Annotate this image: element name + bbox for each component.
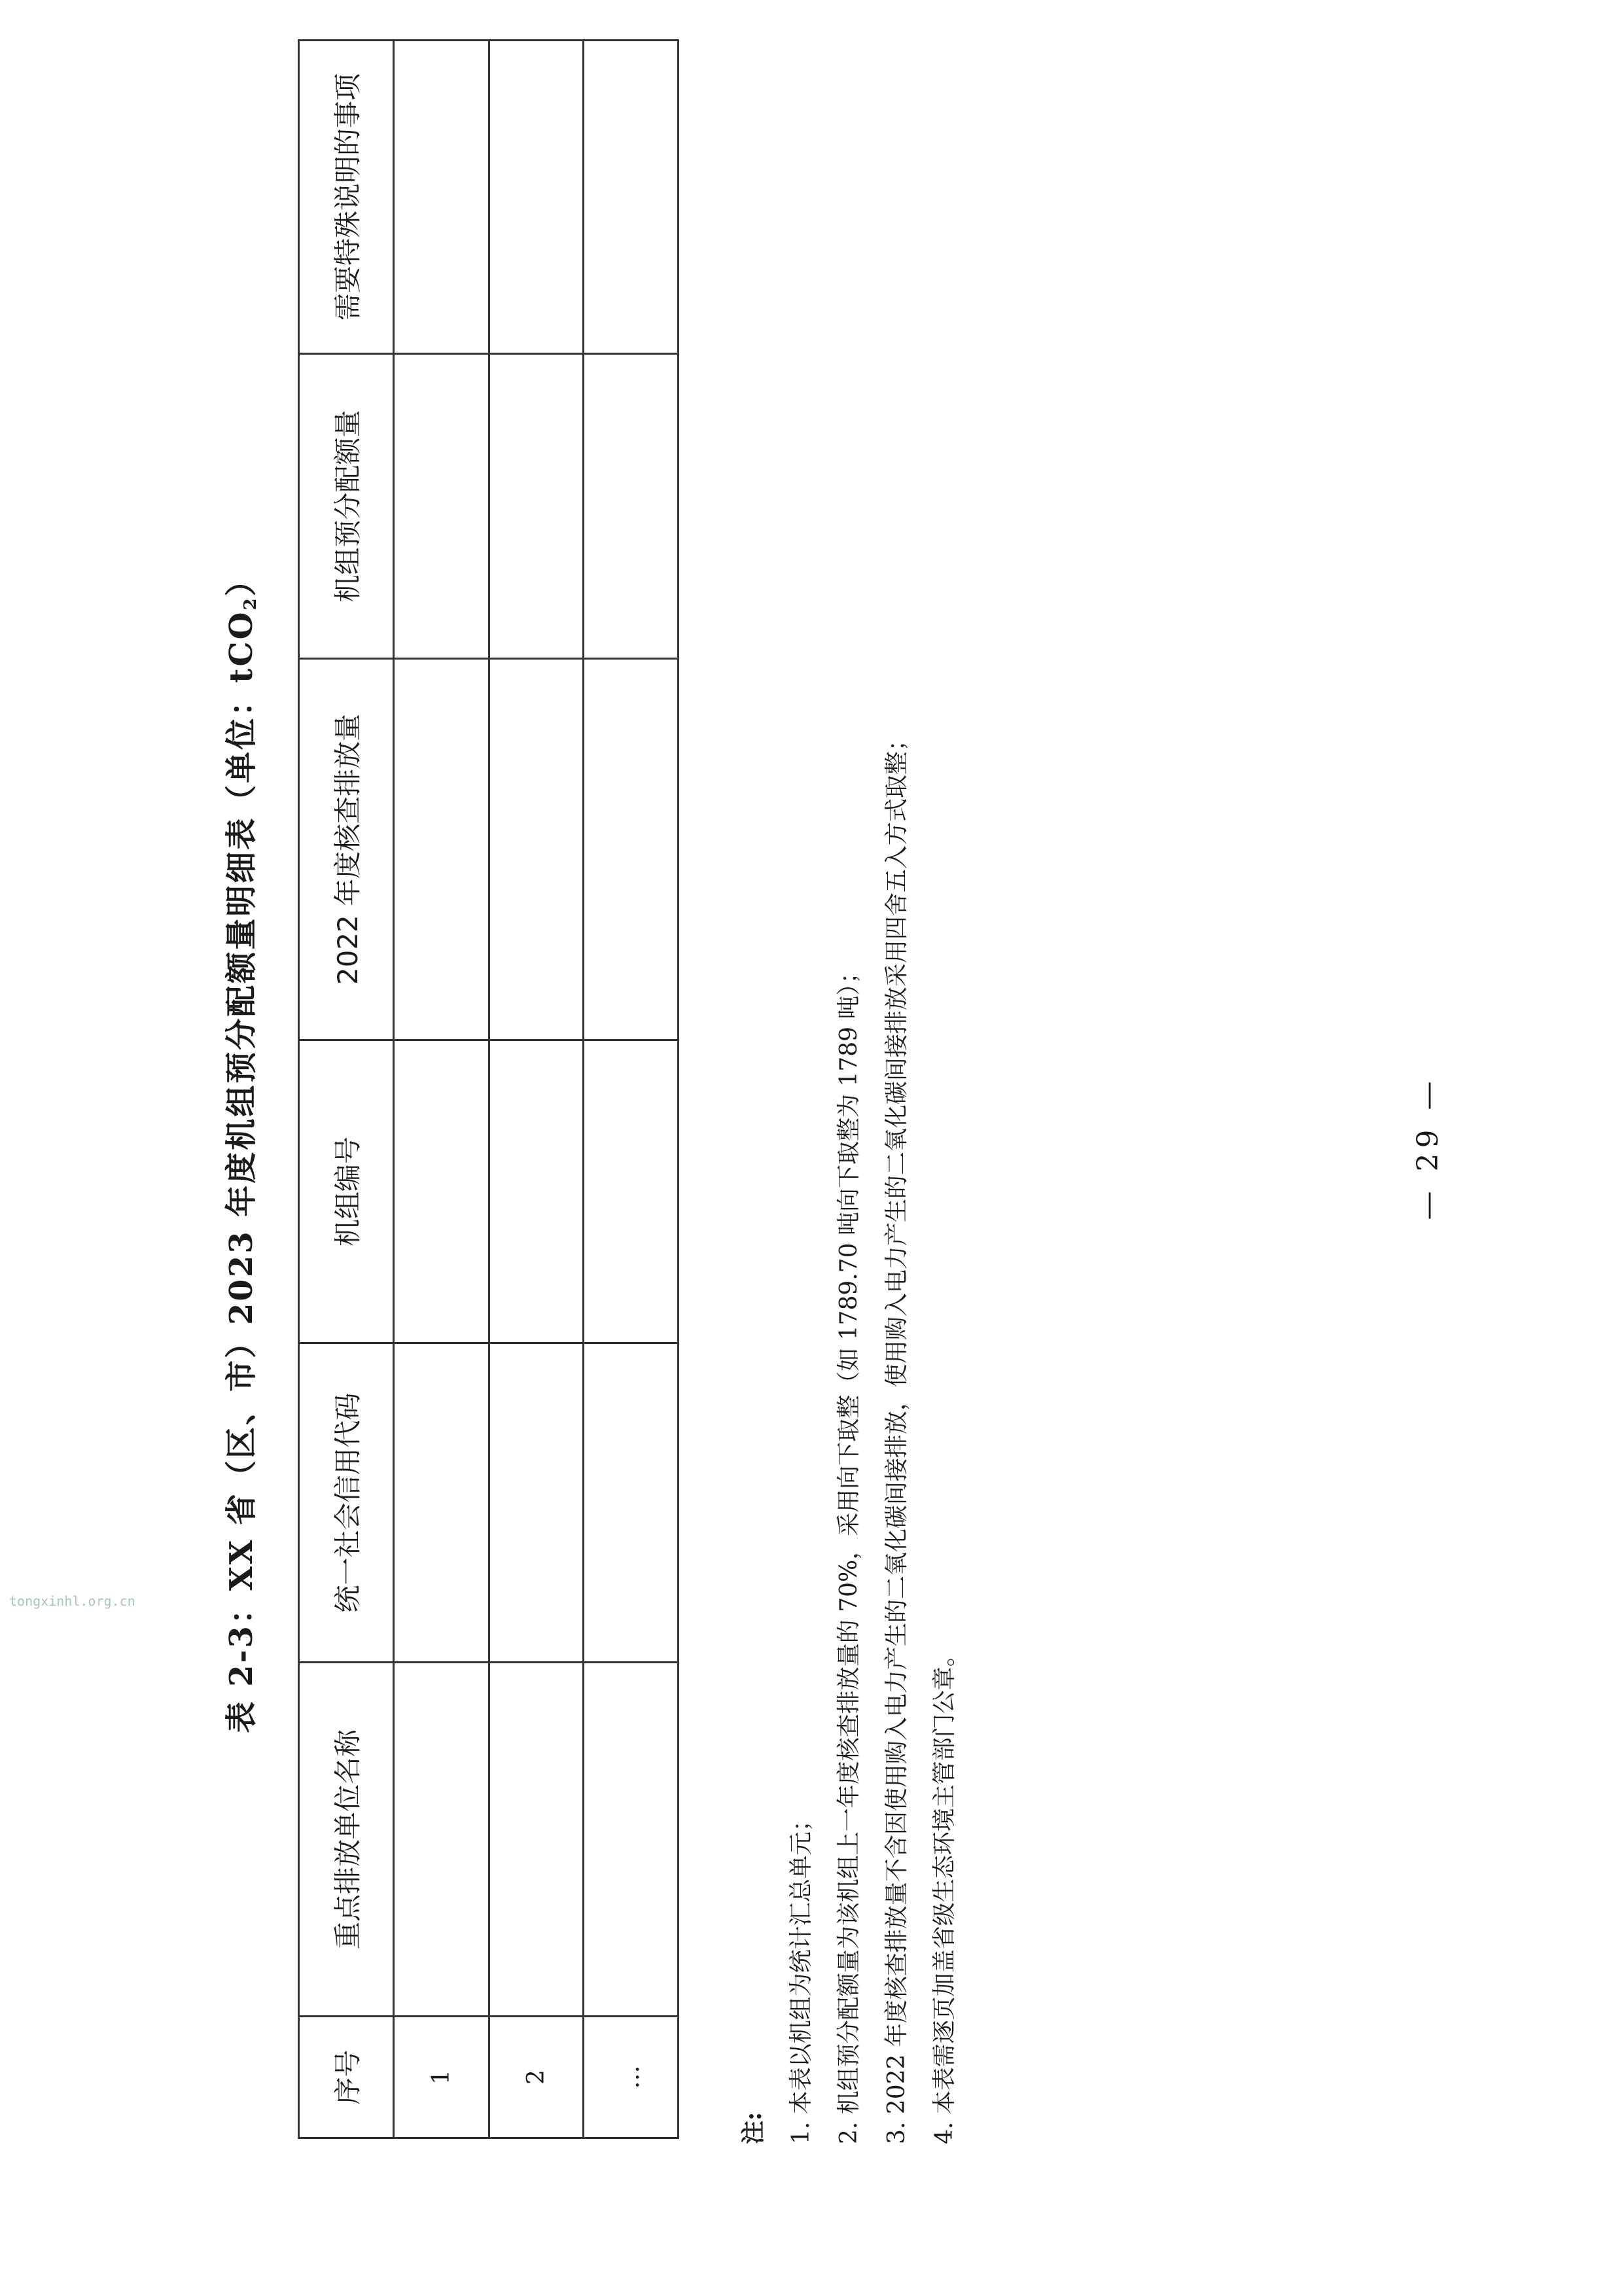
table-cell: 1 <box>394 2017 489 2138</box>
header-credit-code: 统一社会信用代码 <box>299 1343 394 1663</box>
table-cell <box>489 354 584 659</box>
table-cell: … <box>584 2017 679 2138</box>
table-cell: 2 <box>489 2017 584 2138</box>
allocation-table <box>298 39 679 2139</box>
title-subscript: 2 <box>241 596 260 610</box>
table-cell <box>584 1040 679 1343</box>
table-cell <box>489 1663 584 2017</box>
table-cell <box>489 659 584 1040</box>
table-row <box>584 41 679 2138</box>
table-cell <box>394 1343 489 1663</box>
table-cell <box>584 41 679 354</box>
table-row <box>489 41 584 2138</box>
table-header-row <box>299 41 394 2138</box>
table-cell <box>489 41 584 354</box>
header-2022-emissions: 2022 年度核查排放量 <box>299 659 394 1040</box>
table-row <box>394 41 489 2138</box>
table-cell <box>394 659 489 1040</box>
table-cell <box>489 1040 584 1343</box>
header-unit-number: 机组编号 <box>299 1040 394 1343</box>
table-cell <box>394 1663 489 2017</box>
title-close: ） <box>223 563 260 597</box>
notes-section <box>730 181 968 2144</box>
table-cell <box>394 354 489 659</box>
page-number: — 29 — <box>1411 1076 1445 1220</box>
header-seq: 序号 <box>299 2017 394 2138</box>
table-title-text: 表 2-3：XX 省（区、市）2023 年度机组预分配额量明细表（单位：tCO <box>223 610 260 1733</box>
table-cell <box>584 659 679 1040</box>
note-item: 3. 2022 年度核查排放量不含因使用购入电力产生的二氧化碳间接排放，使用购入电力产生的二氧化碳间接排放采用四舍五入方式取整； <box>883 728 910 2144</box>
note-item: 1. 本表以机组为统计汇总单元； <box>788 1808 815 2144</box>
table-cell <box>394 41 489 354</box>
header-unit-name: 重点排放单位名称 <box>299 1663 394 2017</box>
table-cell <box>584 1343 679 1663</box>
header-special-notes: 需要特殊说明的事项 <box>299 41 394 354</box>
table-cell <box>584 1663 679 2017</box>
table-cell <box>489 1343 584 1663</box>
table-cell <box>394 1040 489 1343</box>
note-item: 2. 机组预分配额量为该机组上一年度核查排放量的 70%，采用向下取整（如 1789.70 吨向下取整为 1789 吨）； <box>836 960 862 2144</box>
site-watermark: tongxinhl.org.cn <box>9 1593 135 1609</box>
table-title <box>216 0 261 2296</box>
header-allocation: 机组预分配额量 <box>299 354 394 659</box>
table-cell <box>584 354 679 659</box>
note-item: 4. 本表需逐页加盖省级生态环境主管部门公章。 <box>931 1643 958 2144</box>
notes-heading: 注: <box>739 2111 767 2144</box>
